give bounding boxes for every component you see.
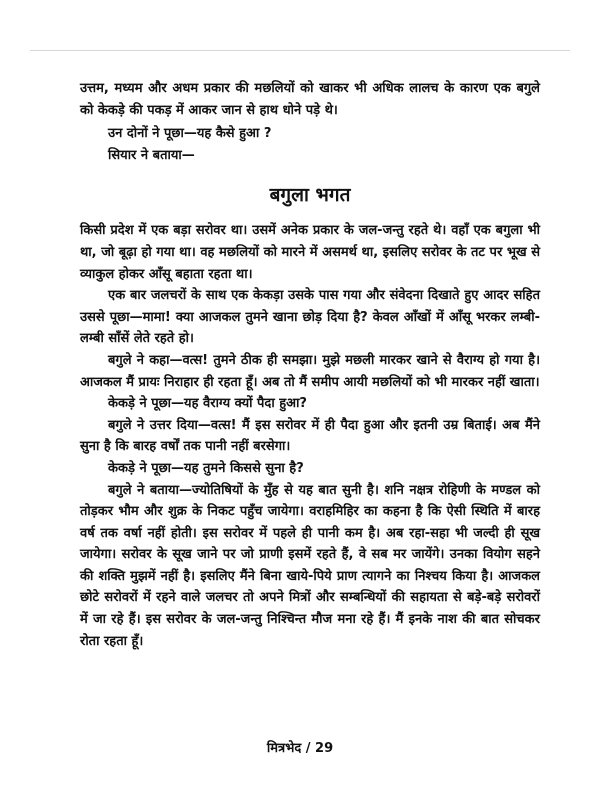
- story-paragraph: बगुले ने उत्तर दिया—वत्स! मैं इस सरोवर में ही पैदा हुआ और इतनी उम्र बिताई। अब मैंने सुना है कि बारह वर्षों तक पानी नहीं बरसेगा।: [80, 417, 540, 455]
- intro-line-answer: सियार ने बताया—: [108, 147, 195, 163]
- story-paragraph: एक बार जलचरों के साथ एक केकड़ा उसके पास गया और संवेदना दिखाते हुए आदर सहित उससे पूछा—मामा! क्या आजकल तुमने खाना छोड़ दिया है? केवल आँखों में आँसू भरकर लम्बी-लम्बी साँसें लेते रहते हो।: [80, 288, 540, 347]
- intro-paragraph: उत्तम, मध्यम और अधम प्रकार की मछलियों को खाकर भी अधिक लालच के कारण एक बगुले को केकड़े की पकड़ में आकर जान से हाथ धोने पड़े थे।: [80, 81, 540, 118]
- story-title: बगुला भगत: [269, 184, 351, 207]
- story-paragraph: बगुले ने बताया—ज्योतिषियों के मुँह से यह बात सुनी है। शनि नक्षत्र रोहिणी के मण्डल को तोड़कर भौम और शुक्र के निकट पहुँच जायेगा। वराहमिहिर का कहना है कि ऐसी स्थिति में बारह वर्ष तक वर्षा नहीं होती। इस सरोवर में पहले ही पानी कम है। अब रहा-सहा भी जल्दी ही सूख जायेगा। सरोवर के सूख जाने पर जो प्राणी इसमें रहते हैं, वे सब मर जायेंगे। उनका वियोग सहने की शक्ति मुझमें नहीं है। इसलिए मैंने बिना खाये-पिये प्राण त्यागने का निश्चय किया है। आजकल छोटे सरोवरों में रहने वाले जलचर तो अपने मित्रों और सम्बन्धियों की सहायता से बड़े-बड़े सरोवरों में जा रहे हैं। इस सरोवर के जल-जन्तु निश्चिन्त मौज मना रहे हैं। मैं इनके नाश की बात सोचकर रोता रहता हूँ।: [80, 482, 540, 649]
- story-paragraph: केकड़े ने पूछा—यह वैराग्य क्यों पैदा हुआ?: [108, 396, 307, 412]
- page-body: [80, 78, 540, 652]
- story-paragraph: केकड़े ने पूछा—यह तुमने किससे सुना है?: [108, 460, 304, 476]
- intro-line-question: उन दोनों ने पूछा—यह कैसे हुआ ?: [108, 126, 272, 142]
- story-paragraph: बगुले ने कहा—वत्स! तुमने ठीक ही समझा। मुझे मछली मारकर खाने से वैराग्य हो गया है। आजकल मैं प्रायः निराहार ही रहता हूँ। अब तो मैं समीप आयी मछलियों को भी मारकर नहीं खाता।: [80, 352, 540, 390]
- story-paragraph: किसी प्रदेश में एक बड़ा सरोवर था। उसमें अनेक प्रकार के जल-जन्तु रहते थे। वहाँ एक बगुला भी था, जो बूढ़ा हो गया था। वह मछलियों को मारने में असमर्थ था, इसलिए सरोवर के तट पर भूख से व्याकुल होकर आँसू बहाता रहता था।: [80, 223, 540, 282]
- intro-dialogue: [80, 123, 540, 166]
- top-rule: [30, 50, 570, 51]
- page-footer: मित्रभेद / 29: [266, 741, 334, 756]
